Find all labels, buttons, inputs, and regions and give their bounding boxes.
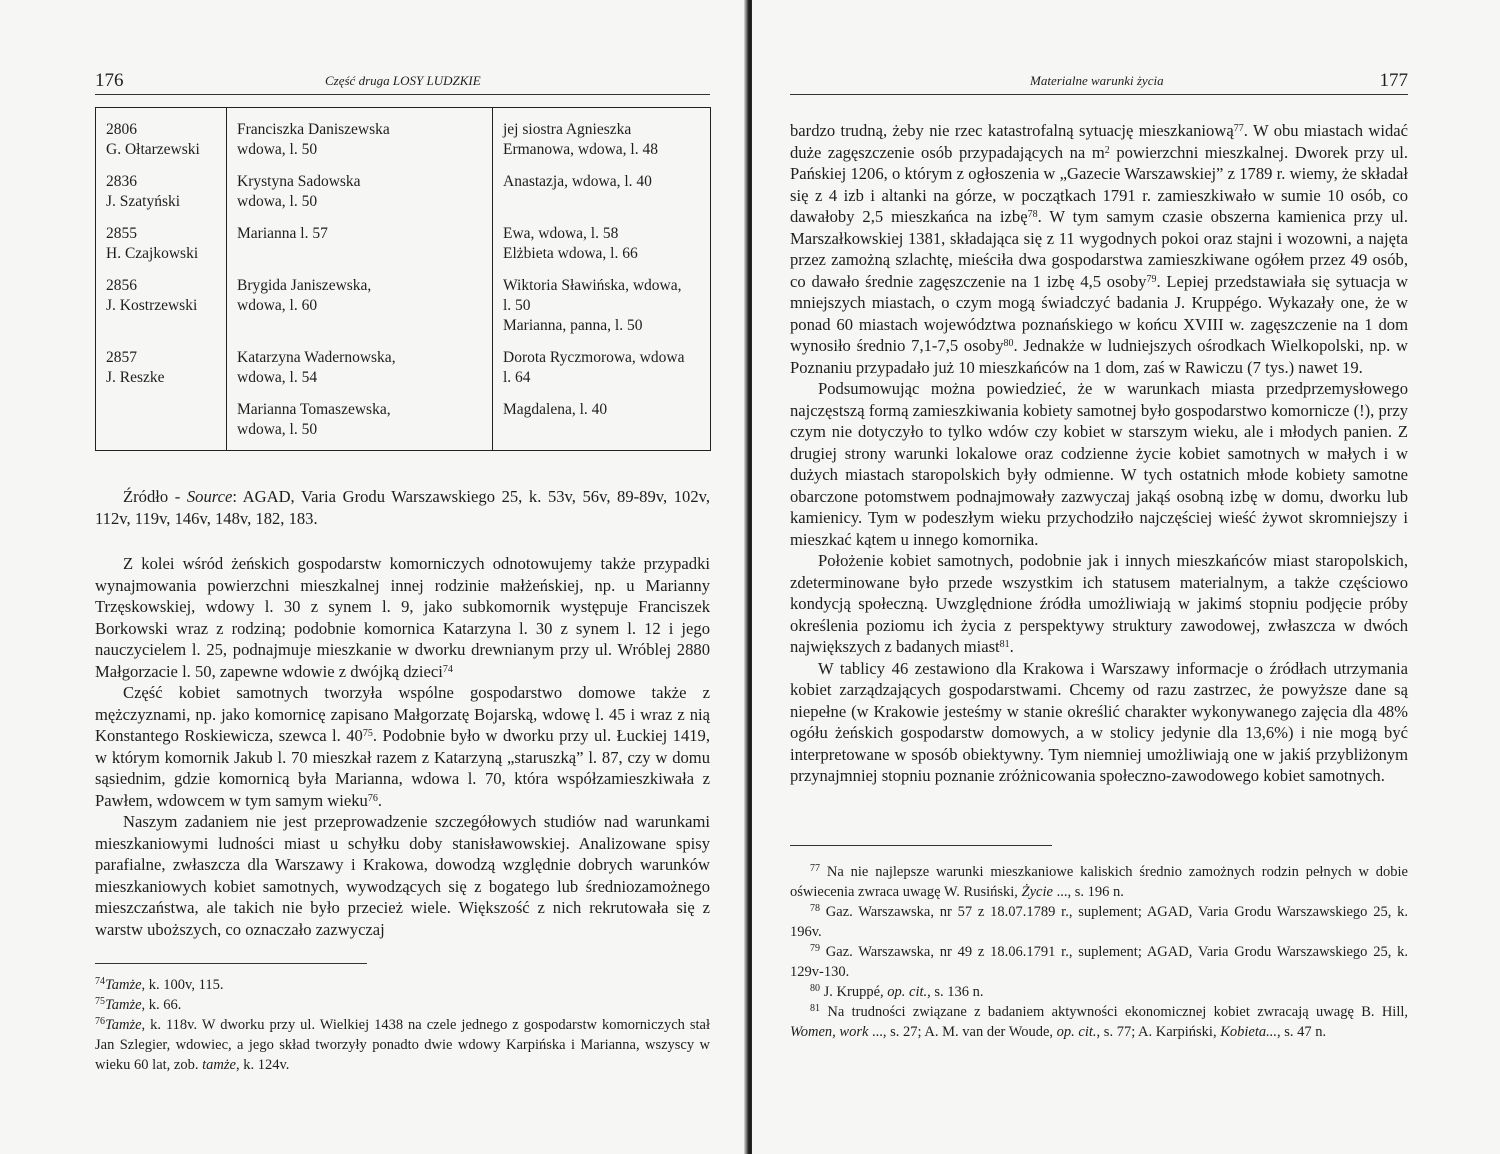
paragraph: Podsumowując można powiedzieć, że w warunkach miasta przedprzemysłowego najczęstszą formą zamieszkiwania kobiety samotnej było gospodarstwo komornicze (!), przy czym nie dotyczyło to tylko wdów czy kobiet w starszym wieku, ale i młodych panien. Z drugiej strony warunki lokalowe oraz codzienne życie kobiet samotnych w małych i w dużych miastach staropolskich były odmienne. W tych ostatnich młode kobiety samotne obarczone potomstwem podnajmowały zazwyczaj jakąś osobną izbę w domu, dworku lub kamienicy. Tym w podeszłym wieku przychodziło najczęściej wieść żywot skromniejszy i mieszkać kątem u innego komornika. [790, 379, 1408, 549]
footnote-ref: 78 [1027, 209, 1038, 220]
source-word: Source [186, 487, 233, 506]
cell-line: Dorota Ryczmorowa, wdowa [503, 349, 685, 366]
cell-line: G. Ołtarzewski [106, 141, 200, 158]
table-row [96, 390, 711, 451]
left-running-head [95, 70, 710, 95]
right-body-text [790, 120, 1408, 787]
table-row [96, 338, 711, 390]
cell-line: Franciszka Daniszewska [237, 121, 390, 138]
co-resident-cell [493, 338, 711, 390]
left-page-number: 176 [95, 70, 124, 91]
footnote: $^{75}$Tamże, k. 66. [95, 996, 182, 1013]
cell-line: Katarzyna Wadernowska, [237, 349, 396, 366]
household-cell [96, 108, 227, 163]
cell-line: Brygida Janiszewska, [237, 277, 372, 294]
cell-line: J. Kostrzewski [106, 297, 198, 314]
right-footnotes [790, 862, 1408, 1042]
cell-line: J. Szatyński [106, 193, 181, 210]
left-running-title: Część druga LOSY LUDZKIE [325, 73, 481, 88]
footnote: $^{76}$Tamże, k. 118v. W dworku przy ul. Wielkiej 1438 na czele jednego z gospodarstw komorniczych stał Jan Szlegier, wdowiec, a jego skład tworzyły ponadto dwie wdowy Karpińska i Marianna, wszyscy w wieku 60 lat, zob. tamże, k. 124v. [95, 1016, 710, 1073]
right-page [752, 0, 1500, 1154]
paragraph: Naszym zadaniem nie jest przeprowadzenie szczegółowych studiów nad warunkami mieszkaniowymi ludności miast u schyłku doby stanisławowskiej. Analizowane spisy parafialne, zwłaszcza dla Warszawy i Krakowa, dowodzą względnie dobrych warunków mieszkaniowych kobiet samotnych, wywodzących się z bogatego lub średniozamożnego mieszczaństwa, ale takich nie było przecież wiele. Większość z nich rekrutowała się z warstw uboższych, co oznaczało zazwyczaj [95, 812, 710, 939]
left-footnotes [95, 975, 710, 1075]
cell-line: 2857 [106, 349, 137, 366]
footnote-ref: 81 [999, 639, 1010, 650]
cell-line: Wiktoria Sławińska, wdowa, [503, 277, 682, 294]
left-body-text [95, 553, 710, 940]
head-cell [227, 108, 493, 163]
household-cell [96, 390, 227, 451]
cell-line: 2836 [106, 173, 137, 190]
footnote: $^{79}$ Gaz. Warszawska, nr 49 z 18.06.1791 r., suplement; AGAD, Varia Grodu Warszawskiego 25, k. 129v-130. [790, 943, 1408, 980]
paragraph: Część kobiet samotnych tworzyła wspólne gospodarstwo domowe także z mężczyznami, np. jako komornicę zapisano Małgorzatę Bojarską, wdowę l. 45 i wraz z nią Konstantego Roskiewicza, szewca l. $40^{75}$. Podobnie było w dworku przy ul. Łuckiej 1419, w którym komornik Jakub l. 70 mieszkał razem z Katarzyną „staruszką” l. 87, czy w domu sąsiednim, gdzie komornicą była Marianna, wdowa l. 70, która współzamieszkiwała z Pawłem, wdowcem w tym samym wieku$^{76}$. [95, 683, 711, 810]
superscript-2: 2 [1104, 144, 1110, 156]
cell-line: Marianna Tomaszewska, [237, 401, 391, 418]
footnote: $^{78}$ Gaz. Warszawska, nr 57 z 18.07.1789 r., suplement; AGAD, Varia Grodu Warszawskiego 25, k. 196v. [790, 903, 1408, 940]
source-lead: Źródło - [123, 487, 187, 506]
cell-line: Marianna, panna, l. 50 [503, 317, 643, 334]
paragraph: Z kolei wśród żeńskich gospodarstw komorniczych odnotowujemy także przypadki wynajmowania powierzchni mieszkalnej innej rodzinie małżeńskiej, np. u Marianny Trzęskowskiej, wdowy l. 30 z synem l. 9, jako subkomornik występuje Franciszek Borkowski wraz z rodziną; podobnie komornica Katarzyna l. 30 z synem l. 12 i jego nauczycielem l. 25, podnajmuje mieszkanie w dworku drewnianym przy ul. Wróblej 2880 Małgorzacie l. 50, zapewne wdowie z dwójką dzieci$^{74}$ [95, 554, 710, 681]
household-cell [96, 266, 227, 338]
table-row [96, 214, 711, 266]
footnote-ref: 74 [442, 663, 453, 675]
cell-line: J. Reszke [106, 369, 165, 386]
co-resident-cell [493, 266, 711, 338]
footnote-ref: 80 [1003, 338, 1014, 349]
footnote-ref: 76 [367, 792, 378, 804]
census-table [95, 107, 711, 451]
head-cell [227, 162, 493, 214]
household-cell [96, 162, 227, 214]
cell-line: Ermanowa, wdowa, l. 48 [503, 141, 658, 158]
cell-line: Elżbieta wdowa, l. 66 [503, 245, 638, 262]
household-cell [96, 338, 227, 390]
footnote: $^{77}$ Na nie najlepsze warunki mieszkaniowe kaliskich średnio zamożnych rodzin pełnych w dobie oświecenia zwraca uwagę W. Rusiński, Życie ..., s. 196 n. [790, 863, 1408, 900]
cell-line: Anastazja, wdowa, l. 40 [503, 173, 652, 190]
table-row [96, 162, 711, 214]
household-cell [96, 214, 227, 266]
footnote-ref: 79 [1146, 273, 1157, 285]
footnote: $^{74}$Tamże, k. 100v, 115. [95, 976, 224, 993]
co-resident-cell [493, 214, 711, 266]
cell-line: 2855 [106, 225, 137, 242]
cell-line: jej siostra Agnieszka [503, 121, 632, 138]
cell-line: Magdalena, l. 40 [503, 401, 608, 418]
cell-line: wdowa, l. 50 [237, 421, 318, 438]
cell-line: Marianna l. 57 [237, 225, 328, 242]
cell-line: 2856 [106, 277, 137, 294]
co-resident-cell [493, 162, 711, 214]
cell-line: 2806 [106, 121, 137, 138]
cell-line: H. Czajkowski [106, 245, 199, 262]
cell-line: Krystyna Sadowska [237, 173, 361, 190]
head-cell [227, 266, 493, 338]
table-row [96, 266, 711, 338]
cell-line: l. 64 [503, 369, 531, 386]
head-cell [227, 214, 493, 266]
cell-line: Ewa, wdowa, l. 58 [503, 225, 619, 242]
cell-line: l. 50 [503, 297, 531, 314]
right-running-head [790, 70, 1408, 95]
cell-line: wdowa, l. 54 [237, 369, 318, 386]
source-rest: : AGAD, Varia Grodu Warszawskiego 25, k. 53v, 56v, 89-89v, 102v, 112v, 119v, 146v, 148v, 182, 183. [95, 487, 710, 528]
paragraph: W tablicy 46 zestawiono dla Krakowa i Warszawy informacje o źródłach utrzymania kobiet zarządzających gospodarstwami. Chcemy od razu zastrzec, że powyższe dane są niepełne (w Krakowie jesteśmy w stanie określić charakter wykonywanego zajęcia dla 48% ogółu żeńskich gospodarstw domowych, a w stolicy jedynie dla 13,6%) i nie mogą być interpretowane w sposób obiektywny. Tym niemniej umożliwiają one w jakiś przybliżonym przynajmniej stopniu poznanie zróżnicowania społeczno-zawodowego kobiet samotnych. [790, 658, 1408, 785]
cell-line: wdowa, l. 60 [237, 297, 318, 314]
right-running-title: Materialne warunki życia [1030, 73, 1164, 88]
paragraph: bardzo trudną, żeby nie rzec katastrofalną sytuację mieszkaniową$^{77}$. W obu miastach widać duże zagęszczenie osób przypadających na $m^2$ powierzchni mieszkalnej. Dworek przy ul. Pańskiej 1206, o którym z ogłoszenia w „Gazecie Warszawskiej” z 1789 r. wiemy, że składał się z 4 izb i altanki na górze, w początkach 1791 r. zamieszkiwało w sumie 10 osób, co dawałoby 2,5 mieszkańca na izbę$^{78}$. W tym samym czasie obszerna kamienica przy ul. Marszałkowskiej 1381, składająca się z 11 wygodnych pokoi oraz stajni i wozowni, a najęta przez zamożną szlachtę, mieściła dwa gospodarstwa zamieszkiwane ogółem przez 49 osób, co dawało średnie zagęszczenie na 1 izbę 4,5 osoby$^{79}$. Lepiej przedstawiała się sytuacja w mniejszych miastach, o czym mogą świadczyć badania J. Kruppégo. Wykazały one, że w ponad 60 miastach województwa poznańskiego w końcu XVIII w. zagęszczenie na 1 dom wynosiło średnio 7,1-7,5 osoby$^{80}$. Jednakże w ludniejszych ośrodkach Wielkopolski, np. w Poznaniu przypadało już 10 mieszkańców na 1 dom, zaś w Rawiczu (7 tys.) nawet 19. [790, 121, 1409, 377]
footnote-rule [95, 963, 367, 964]
cell-line: wdowa, l. 50 [237, 193, 318, 210]
head-cell [227, 338, 493, 390]
paragraph: Położenie kobiet samotnych, podobnie jak i innych mieszkańców miast staropolskich, zdeterminowane było przede wszystkim ich statusem materialnym, a także częściowo kondycją społeczną. Uwzględnione źródła umożliwiają w jakimś stopniu podjęcie próby określenia poziomu ich życia z perspektywy struktury zawodowej, zwłaszcza w dwóch największych z badanych miast$^{81}$. [790, 551, 1408, 656]
footnote-rule [790, 845, 1052, 846]
co-resident-cell [493, 390, 711, 451]
footnote-ref: 77 [1233, 123, 1244, 134]
co-resident-cell [493, 108, 711, 163]
right-page-number: 177 [1379, 70, 1408, 91]
footnote-ref: 75 [362, 728, 373, 739]
head-cell [227, 390, 493, 451]
table-source [95, 486, 710, 529]
footnote: $^{81}$ Na trudności związane z badaniem aktywności ekonomicznej kobiet zwracają uwagę B. Hill, Women, work ..., s. 27; A. M. van der Woude, op. cit., s. 77; A. Karpiński, Kobieta..., s. 47 n. [790, 1003, 1409, 1040]
footnote: $^{80}$ J. Kruppé, op. cit., s. 136 n. [810, 983, 984, 1000]
left-page [0, 0, 748, 1154]
table-row [96, 108, 711, 163]
cell-line: wdowa, l. 50 [237, 141, 318, 158]
